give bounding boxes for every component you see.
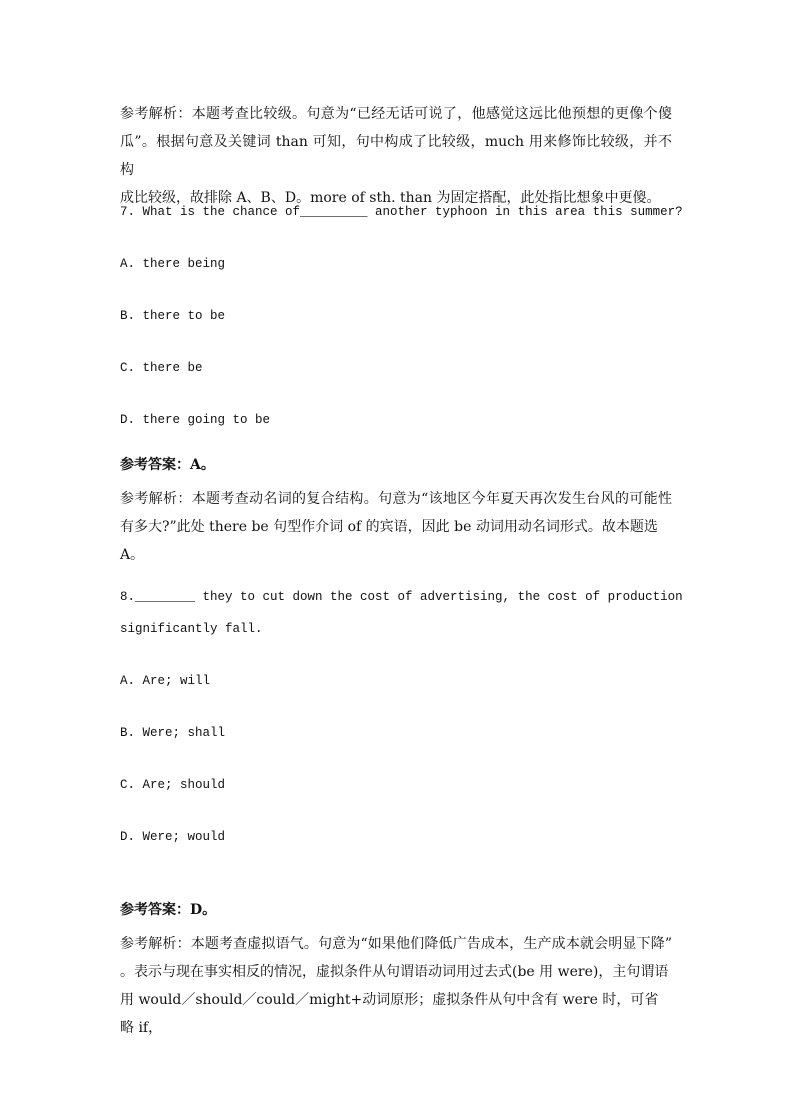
- question-8-line-1: 8.________ they to cut down the cost of advertising, the cost of production: [120, 590, 683, 604]
- q7-option-a: A. there being: [120, 257, 226, 271]
- q7-answer: 参考答案：A。: [120, 457, 215, 473]
- q8-option-a: A. Are; will: [120, 674, 211, 688]
- analysis-q6-line-3: 成比较级，故排除 A、B、D。more of sth. than 为固定搭配，此处指比想象中更傻。: [120, 190, 661, 206]
- q8-option-b: B. Were; shall: [120, 726, 226, 740]
- question-8-line-2: significantly fall.: [120, 622, 263, 636]
- analysis-q8-line-1: 参考解析：本题考查虚拟语气。句意为“如果他们降低广告成本，生产成本就会明显下降”: [120, 936, 672, 952]
- analysis-q6-line-1: 参考解析：本题考查比较级。句意为“已经无话可说了，他感觉这远比他预想的更像个傻: [120, 106, 672, 122]
- analysis-q6: [120, 100, 672, 212]
- analysis-q8-line-2: 。表示与现在事实相反的情况，虚拟条件从句谓语动词用过去式(be 用 were)，主句谓语: [120, 964, 669, 980]
- analysis-q6-line-2: 瓜”。根据句意及关键词 than 可知，句中构成了比较级，much 用来修饰比较级，并不构: [120, 134, 672, 178]
- q8-option-c: C. Are; should: [120, 778, 226, 792]
- q7-option-c: C. there be: [120, 361, 203, 375]
- analysis-q7-line-3: A。: [120, 547, 145, 563]
- q8-option-d: D. Were; would: [120, 830, 226, 844]
- analysis-q8: [120, 930, 672, 1042]
- q8-answer: 参考答案：D。: [120, 902, 217, 918]
- analysis-q7: [120, 485, 672, 569]
- q7-option-d: D. there going to be: [120, 413, 271, 427]
- analysis-q7-line-1: 参考解析：本题考查动名词的复合结构。句意为“该地区今年夏天再次发生台风的可能性: [120, 491, 672, 507]
- analysis-q7-line-2: 有多大?”此处 there be 句型作介词 of 的宾语，因此 be 动词用动名词形式。故本题选: [120, 519, 658, 535]
- analysis-q8-line-3: 用 would／should／could／might+动词原形；虚拟条件从句中含有 were 时，可省略 if，: [120, 992, 659, 1036]
- q7-option-b: B. there to be: [120, 309, 226, 323]
- question-7-text: 7. What is the chance of_________ another typhoon in this area this summer?: [120, 205, 683, 219]
